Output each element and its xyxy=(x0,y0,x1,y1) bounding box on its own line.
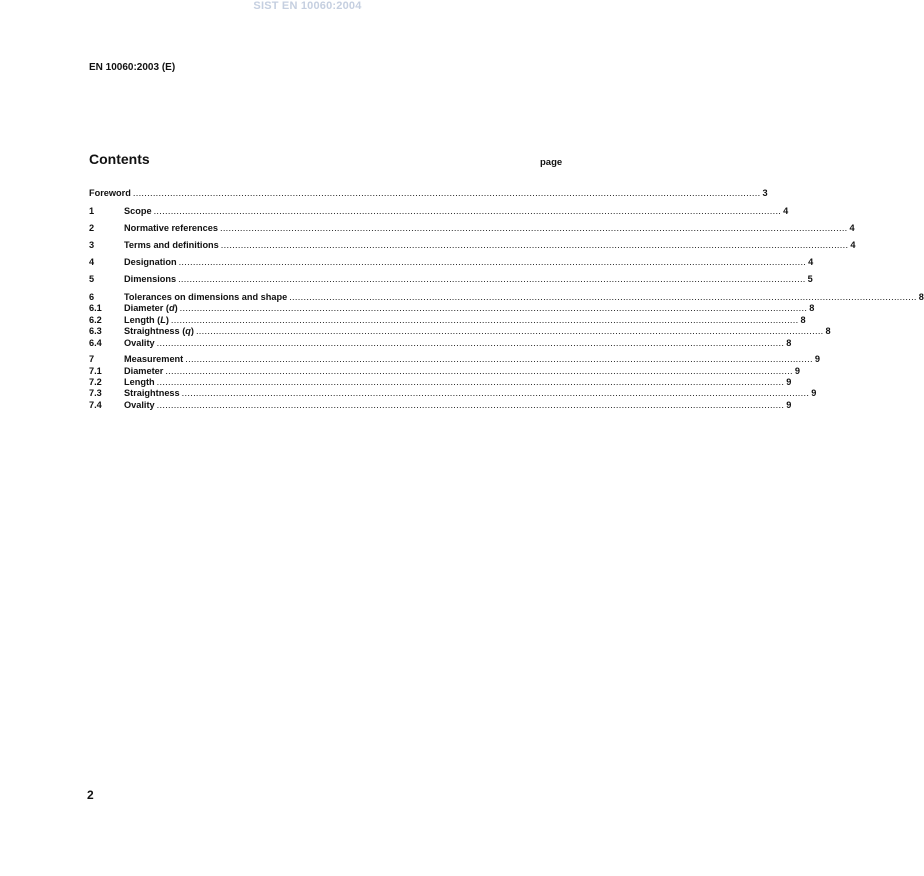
toc-leader: ............................................................................................................................................................................................................................ xyxy=(153,206,782,216)
toc-title: Length (L) xyxy=(124,315,169,325)
toc-title: Length xyxy=(124,377,155,387)
toc-leader: ............................................................................................................................................................................................................................ xyxy=(179,303,808,313)
toc-title: Foreword xyxy=(89,188,131,198)
toc-page-number: 9 xyxy=(794,366,801,376)
toc-leader: ............................................................................................................................................................................................................................ xyxy=(132,188,761,198)
toc-page-number: 4 xyxy=(849,223,855,233)
toc-leader: ............................................................................................................................................................................................................................ xyxy=(220,240,849,250)
toc-title: Ovality xyxy=(124,338,155,348)
toc-title: Normative references xyxy=(124,223,218,233)
toc-entry-diameter-d[interactable] xyxy=(89,302,815,314)
toc-title: Straightness xyxy=(124,388,180,398)
toc-section-number: 3 xyxy=(89,240,95,250)
toc-page-number: 4 xyxy=(783,206,789,216)
toc-title: Tolerances on dimensions and shape xyxy=(124,292,288,302)
toc-page-number: 4 xyxy=(808,257,814,267)
toc-leader: ............................................................................................................................................................................................................................ xyxy=(156,377,785,387)
toc-leader: ............................................................................................................................................................................................................................ xyxy=(156,400,785,410)
toc-title: Terms and definitions xyxy=(124,240,219,250)
toc-entry-designation[interactable] xyxy=(89,256,814,268)
toc-section-number: 1 xyxy=(89,206,95,216)
toc-title: Diameter xyxy=(124,366,164,376)
toc-page-number: 4 xyxy=(850,240,856,250)
toc-section-number: 7.1 xyxy=(89,366,102,376)
toc-page-number: 8 xyxy=(825,326,831,336)
toc-title: Scope xyxy=(124,206,152,216)
toc-title: Designation xyxy=(124,257,177,267)
toc-leader: ............................................................................................................................................................................................................................ xyxy=(185,354,813,364)
toc-section-number: 5 xyxy=(89,274,95,284)
toc-entry-ovality-6[interactable] xyxy=(89,337,792,349)
toc-page-number: 9 xyxy=(786,377,792,387)
contents-heading: Contents xyxy=(89,151,150,167)
toc-leader: ............................................................................................................................................................................................................................ xyxy=(178,274,806,284)
toc-title: Ovality xyxy=(124,400,155,410)
toc-section-number: 6.1 xyxy=(89,303,102,313)
toc-section-number: 6.3 xyxy=(89,326,102,336)
toc-page-number: 8 xyxy=(786,338,792,348)
toc-page-number: 8 xyxy=(800,315,806,325)
toc-entry-straightness-q[interactable] xyxy=(89,325,831,337)
toc-page-number: 9 xyxy=(814,354,820,364)
footer-page-number: 2 xyxy=(87,788,94,802)
toc-entry-scope[interactable] xyxy=(89,205,789,217)
toc-page-number: 9 xyxy=(811,388,817,398)
toc-title: Measurement xyxy=(124,354,184,364)
toc-section-number: 2 xyxy=(89,223,95,233)
toc-leader: ............................................................................................................................................................................................................................ xyxy=(156,338,785,348)
toc-entry-straightness-7[interactable] xyxy=(89,387,817,399)
toc-entry-normative-references[interactable] xyxy=(89,222,855,234)
toc-leader: ............................................................................................................................................................................................................................ xyxy=(219,223,848,233)
toc-section-number: 7.3 xyxy=(89,388,102,398)
toc-page-number: 8 xyxy=(809,303,815,313)
toc-page-number: 5 xyxy=(807,274,813,284)
toc-section-number: 6.2 xyxy=(89,315,102,325)
toc-leader: ............................................................................................................................................................................................................................ xyxy=(170,315,799,325)
toc-page-number: 3 xyxy=(762,188,768,198)
toc-title: Dimensions xyxy=(124,274,177,284)
toc-title: Diameter (d) xyxy=(124,303,178,313)
document-id: EN 10060:2003 (E) xyxy=(89,62,176,73)
toc-leader: ............................................................................................................................................................................................................................ xyxy=(195,326,824,336)
page-column-label: page xyxy=(540,157,563,168)
toc-section-number: 6.4 xyxy=(89,338,102,348)
toc-leader: ............................................................................................................................................................................................................................ xyxy=(181,388,810,398)
toc-section-number: 7 xyxy=(89,354,95,364)
toc-page-number: 8 xyxy=(918,292,924,302)
toc-entry-ovality-7[interactable] xyxy=(89,399,792,411)
toc-section-number: 4 xyxy=(89,257,95,267)
toc-entry-foreword[interactable] xyxy=(89,187,768,199)
toc-section-number: 7.2 xyxy=(89,377,102,387)
toc-leader: ............................................................................................................................................................................................................................ xyxy=(289,292,917,302)
toc-page-number: 9 xyxy=(786,400,792,410)
toc-section-number: 6 xyxy=(89,292,95,302)
toc-title: Straightness (q) xyxy=(124,326,194,336)
toc-entry-measurement[interactable] xyxy=(89,353,820,365)
toc-leader: ............................................................................................................................................................................................................................ xyxy=(178,257,807,267)
toc-section-number: 7.4 xyxy=(89,400,102,410)
toc-entry-terms-and-definitions[interactable] xyxy=(89,239,856,251)
toc-entry-dimensions[interactable] xyxy=(89,273,813,285)
watermark: SIST EN 10060:2004 xyxy=(253,0,362,12)
toc-leader: ............................................................................................................................................................................................................................ xyxy=(165,366,793,376)
